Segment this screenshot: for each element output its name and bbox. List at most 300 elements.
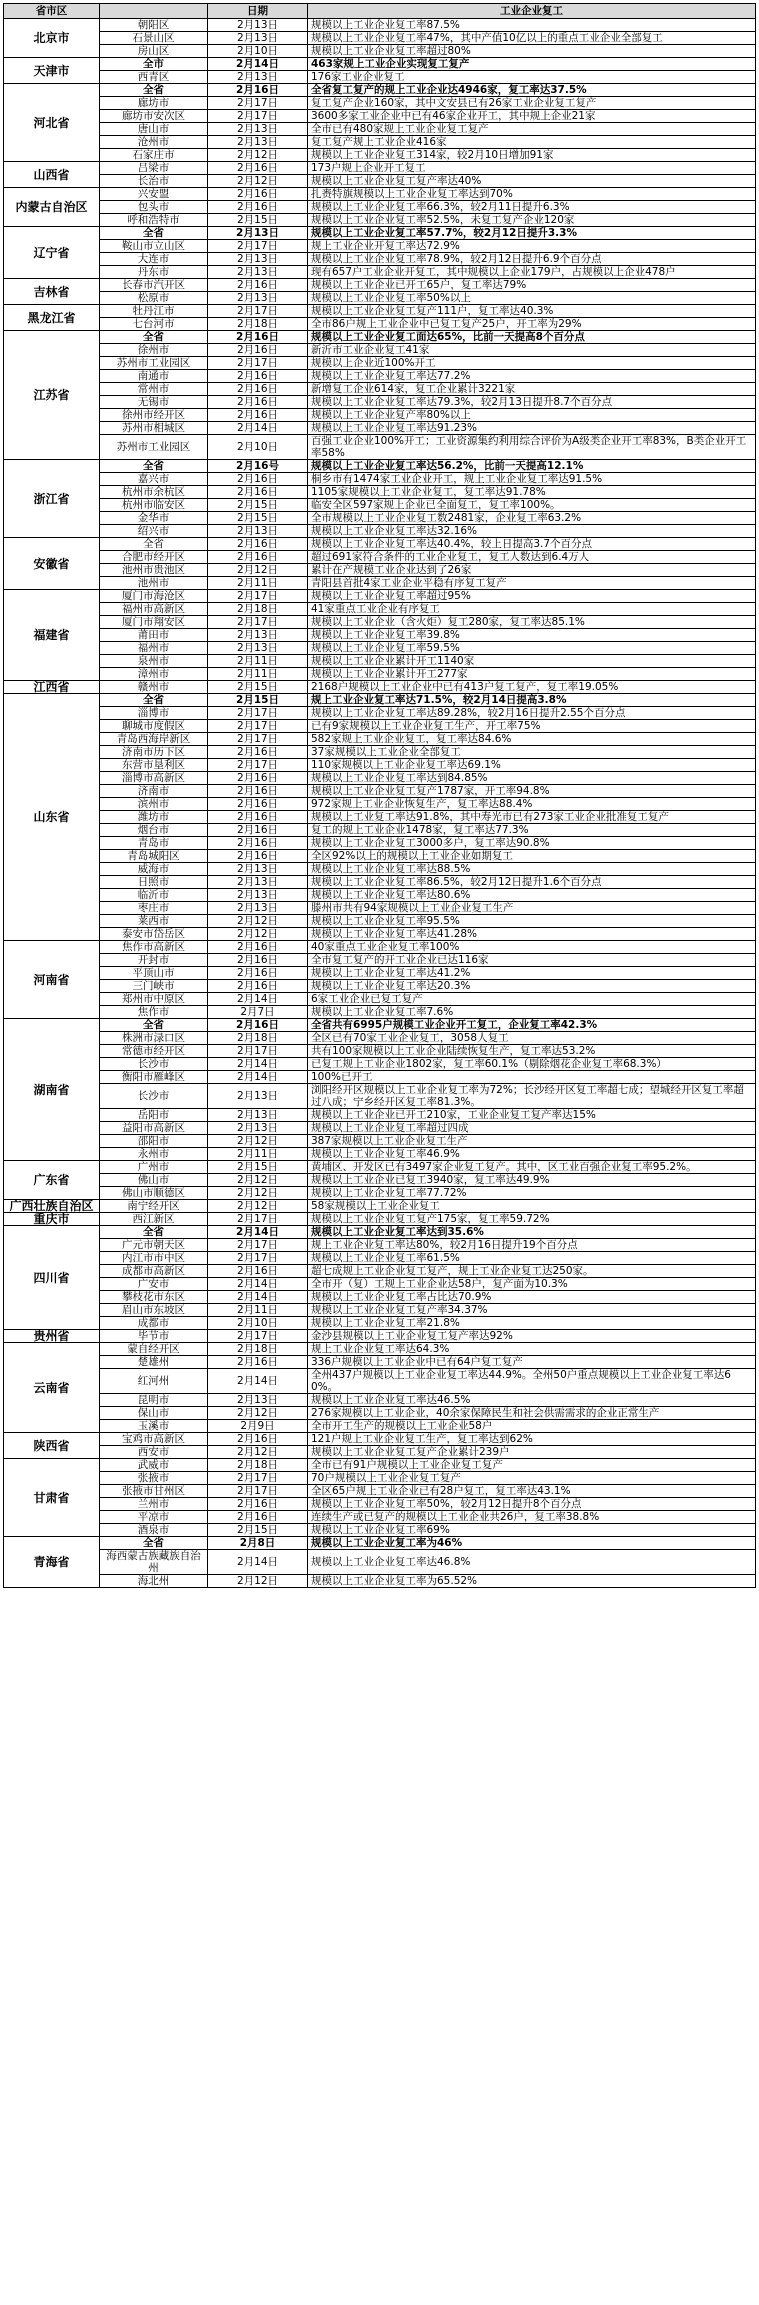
city-cell: 池州市贵池区 <box>100 564 208 577</box>
date-cell: 2月13日 <box>208 123 308 136</box>
date-cell: 2月12日 <box>208 1446 308 1459</box>
city-cell: 呼和浩特市 <box>100 214 208 227</box>
city-cell: 全省 <box>100 227 208 240</box>
date-cell: 2月14日 <box>208 1369 308 1394</box>
table-row <box>4 1511 756 1524</box>
date-cell: 2月7日 <box>208 1006 308 1019</box>
resumption-cell: 规模以上工业企业复工率7.6% <box>308 1006 756 1019</box>
table-row <box>4 577 756 590</box>
resumption-cell: 规模以上工业企业复工率86.5%，较2月12日提升1.6个百分点 <box>308 876 756 889</box>
table-header-row <box>4 4 756 19</box>
date-cell: 2月11日 <box>208 668 308 681</box>
city-cell: 济南市 <box>100 785 208 798</box>
table-row <box>4 175 756 188</box>
table-row <box>4 240 756 253</box>
date-cell: 2月14日 <box>208 58 308 71</box>
date-cell: 2月16日 <box>208 396 308 409</box>
table-row <box>4 1394 756 1407</box>
city-cell: 张掖市甘州区 <box>100 1485 208 1498</box>
city-cell: 绍兴市 <box>100 525 208 538</box>
resumption-cell: 全市规模以上工业企业复工数2481家，企业复工率63.2% <box>308 512 756 525</box>
city-cell: 广安市 <box>100 1278 208 1291</box>
date-cell: 2月14日 <box>208 1071 308 1084</box>
date-cell: 2月18日 <box>208 603 308 616</box>
province-cell: 四川省 <box>4 1226 100 1330</box>
table-row <box>4 811 756 824</box>
date-cell: 2月17日 <box>208 1472 308 1485</box>
table-row <box>4 759 756 772</box>
resumption-cell: 37家规模以上工业企业全部复工 <box>308 746 756 759</box>
resumption-cell: 共有100家规模以上工业企业陆续恢复生产，复工率达53.2% <box>308 1045 756 1058</box>
date-cell: 2月14日 <box>208 993 308 1006</box>
resumption-cell: 规模以上工业企业复工率占比达70.9% <box>308 1291 756 1304</box>
date-cell: 2月16日 <box>208 331 308 344</box>
table-row <box>4 655 756 668</box>
resumption-cell: 规模以上工业企业复工复产111户，复工率达40.3% <box>308 305 756 318</box>
city-cell: 青岛西海岸新区 <box>100 733 208 746</box>
city-cell: 武威市 <box>100 1459 208 1472</box>
date-cell: 2月13日 <box>208 266 308 279</box>
resumption-cell: 浏阳经开区规模以上工业企业复工率为72%；长沙经开区复工率超七成；望城经开区复工率超过八成；宁乡经开区复工率81.3%。 <box>308 1084 756 1109</box>
city-cell: 岳阳市 <box>100 1109 208 1122</box>
resumption-cell: 全市86户规上工业企业中已复工复产25户，开工率为29% <box>308 318 756 331</box>
city-cell: 全省 <box>100 1019 208 1032</box>
province-cell: 甘肃省 <box>4 1459 100 1537</box>
table-row <box>4 1174 756 1187</box>
city-cell: 潍坊市 <box>100 811 208 824</box>
date-cell: 2月16日 <box>208 1265 308 1278</box>
resumption-cell: 规模以上工业企业复工率50%，较2月12日提升8个百分点 <box>308 1498 756 1511</box>
city-cell: 无锡市 <box>100 396 208 409</box>
city-cell: 丹东市 <box>100 266 208 279</box>
city-cell: 济南市历下区 <box>100 746 208 759</box>
table-row <box>4 863 756 876</box>
table-row <box>4 201 756 214</box>
table-row <box>4 694 756 707</box>
resumption-cell: 规上工业企业复工率达71.5%，较2月14日提高3.8% <box>308 694 756 707</box>
resumption-cell: 规模以上工业企业复工率59.5% <box>308 642 756 655</box>
date-cell: 2月16日 <box>208 824 308 837</box>
resumption-cell: 规模以上工业企业复工复产175家，复工率59.72% <box>308 1213 756 1226</box>
header-province: 省市区 <box>4 4 100 19</box>
city-cell: 日照市 <box>100 876 208 889</box>
table-row <box>4 58 756 71</box>
table-row <box>4 1343 756 1356</box>
city-cell: 株洲市渌口区 <box>100 1032 208 1045</box>
city-cell: 临沂市 <box>100 889 208 902</box>
table-row <box>4 84 756 97</box>
date-cell: 2月12日 <box>208 1187 308 1200</box>
resumption-cell: 规模以上工业企业复工面达65%，比前一天提高8个百分点 <box>308 331 756 344</box>
resumption-cell: 规模以上工业企业复工率超过95% <box>308 590 756 603</box>
province-cell: 青海省 <box>4 1537 100 1588</box>
city-cell: 内江市市中区 <box>100 1252 208 1265</box>
city-cell: 全省 <box>100 331 208 344</box>
date-cell: 2月18日 <box>208 318 308 331</box>
resumption-cell: 规模以上工业企业复工率57.7%，较2月12日提升3.3% <box>308 227 756 240</box>
table-row <box>4 45 756 58</box>
table-row <box>4 1524 756 1537</box>
resumption-cell: 规模以上工业企业复工率78.9%，较2月12日提升6.9个百分点 <box>308 253 756 266</box>
city-cell: 石景山区 <box>100 32 208 45</box>
table-row <box>4 512 756 525</box>
resumption-cell: 规模以上工业企业复工314家，较2月10日增加91家 <box>308 149 756 162</box>
table-row <box>4 1537 756 1550</box>
table-row <box>4 344 756 357</box>
city-cell: 开封市 <box>100 954 208 967</box>
date-cell: 2月16日 <box>208 538 308 551</box>
resumption-cell: 规模以上工业企业复工复产率达40% <box>308 175 756 188</box>
resumption-cell: 规模以上工业企业复工率达46.8% <box>308 1550 756 1575</box>
city-cell: 平顶山市 <box>100 967 208 980</box>
date-cell: 2月16日 <box>208 486 308 499</box>
resumption-cell: 全区65户规上工业企业已有28户复工，复工率达43.1% <box>308 1485 756 1498</box>
table-row <box>4 435 756 460</box>
date-cell: 2月18日 <box>208 1459 308 1472</box>
date-cell: 2月17日 <box>208 1213 308 1226</box>
province-cell: 河北省 <box>4 84 100 162</box>
date-cell: 2月12日 <box>208 928 308 941</box>
date-cell: 2月13日 <box>208 227 308 240</box>
province-cell: 江西省 <box>4 681 100 694</box>
city-cell: 聊城市度假区 <box>100 720 208 733</box>
date-cell: 2月13日 <box>208 292 308 305</box>
resumption-cell: 全市开（复）工规上工业企业达58户，复产面为10.3% <box>308 1278 756 1291</box>
city-cell: 合肥市经开区 <box>100 551 208 564</box>
city-cell: 长沙市 <box>100 1058 208 1071</box>
table-row <box>4 188 756 201</box>
province-cell: 江苏省 <box>4 331 100 460</box>
province-cell: 河南省 <box>4 941 100 1019</box>
resumption-cell: 全省复工复产的规上工业企业达4946家，复工率达37.5% <box>308 84 756 97</box>
table-row <box>4 279 756 292</box>
date-cell: 2月12日 <box>208 1407 308 1420</box>
city-cell: 金华市 <box>100 512 208 525</box>
city-cell: 攀枝花市东区 <box>100 1291 208 1304</box>
date-cell: 2月11日 <box>208 1304 308 1317</box>
date-cell: 2月17日 <box>208 97 308 110</box>
city-cell: 厦门市海沧区 <box>100 590 208 603</box>
city-cell: 杭州市余杭区 <box>100 486 208 499</box>
date-cell: 2月15日 <box>208 214 308 227</box>
table-row <box>4 19 756 32</box>
table-row <box>4 331 756 344</box>
date-cell: 2月13日 <box>208 1394 308 1407</box>
city-cell: 长沙市 <box>100 1084 208 1109</box>
table-row <box>4 318 756 331</box>
city-cell: 衡阳市雁峰区 <box>100 1071 208 1084</box>
date-cell: 2月16日 <box>208 1356 308 1369</box>
date-cell: 2月13日 <box>208 32 308 45</box>
date-cell: 2月16日 <box>208 370 308 383</box>
city-cell: 七台河市 <box>100 318 208 331</box>
resumption-cell: 现有657户工业企业开复工，其中规模以上企业179户，占规模以上企业478户 <box>308 266 756 279</box>
resumption-cell: 463家规上工业企业实现复工复产 <box>308 58 756 71</box>
date-cell: 2月16日 <box>208 188 308 201</box>
resumption-cell: 全省共有6995户规模工业企业开工复工，企业复工率42.3% <box>308 1019 756 1032</box>
date-cell: 2月10日 <box>208 435 308 460</box>
resumption-cell: 规模以上工业企业累计开工1140家 <box>308 655 756 668</box>
city-cell: 包头市 <box>100 201 208 214</box>
city-cell: 杭州市临安区 <box>100 499 208 512</box>
resumption-cell: 规模以上工业企业复工率39.8% <box>308 629 756 642</box>
resumption-cell: 复工复产规上工业企业416家 <box>308 136 756 149</box>
table-row <box>4 162 756 175</box>
table-row <box>4 1420 756 1433</box>
resumption-cell: 规模以上工业企业复工率52.5%，未复工复产企业120家 <box>308 214 756 227</box>
date-cell: 2月16日 <box>208 162 308 175</box>
date-cell: 2月16日 <box>208 551 308 564</box>
date-cell: 2月17日 <box>208 720 308 733</box>
province-cell: 山西省 <box>4 162 100 188</box>
table-row <box>4 409 756 422</box>
city-cell: 房山区 <box>100 45 208 58</box>
table-row <box>4 292 756 305</box>
table-row <box>4 1213 756 1226</box>
date-cell: 2月16日 <box>208 746 308 759</box>
city-cell: 全省 <box>100 694 208 707</box>
city-cell: 海西蒙古族藏族自治州 <box>100 1550 208 1575</box>
city-cell: 郑州市中原区 <box>100 993 208 1006</box>
date-cell: 2月16日 <box>208 850 308 863</box>
table-row <box>4 1084 756 1109</box>
date-cell: 2月13日 <box>208 525 308 538</box>
table-row <box>4 603 756 616</box>
date-cell: 2月13日 <box>208 642 308 655</box>
city-cell: 佛山市顺德区 <box>100 1187 208 1200</box>
date-cell: 2月16日 <box>208 954 308 967</box>
province-cell: 浙江省 <box>4 460 100 538</box>
date-cell: 2月12日 <box>208 1174 308 1187</box>
date-cell: 2月12日 <box>208 564 308 577</box>
table-row <box>4 746 756 759</box>
resumption-cell: 规模以上工业企业复工率达56.2%，比前一天提高12.1% <box>308 460 756 473</box>
resumption-cell: 276家规模以上工业企业，40余家保障民生和社会供需需求的企业正常生产 <box>308 1407 756 1420</box>
table-body <box>4 19 756 1588</box>
city-cell: 西江新区 <box>100 1213 208 1226</box>
city-cell: 苏州市工业园区 <box>100 357 208 370</box>
table-row <box>4 1135 756 1148</box>
resumption-cell: 临安全区597家规上企业已全面复工，复工率100%。 <box>308 499 756 512</box>
resumption-cell: 40家重点工业企业复工率100% <box>308 941 756 954</box>
date-cell: 2月13日 <box>208 629 308 642</box>
table-row <box>4 253 756 266</box>
date-cell: 2月17日 <box>208 1485 308 1498</box>
table-row <box>4 1265 756 1278</box>
resumption-cell: 新增复工企业614家，复工企业累计3221家 <box>308 383 756 396</box>
date-cell: 2月10日 <box>208 1317 308 1330</box>
date-cell: 2月11日 <box>208 577 308 590</box>
resumption-cell: 规模以上工业企业复工率达40.4%，较上日提高3.7个百分点 <box>308 538 756 551</box>
date-cell: 2月12日 <box>208 149 308 162</box>
city-cell: 枣庄市 <box>100 902 208 915</box>
date-cell: 2月16日 <box>208 1019 308 1032</box>
resumption-cell: 规模以上工业企业已复工3940家，复工率达49.9% <box>308 1174 756 1187</box>
table-row <box>4 1058 756 1071</box>
city-cell: 红河州 <box>100 1369 208 1394</box>
province-cell: 福建省 <box>4 590 100 681</box>
table-row <box>4 564 756 577</box>
table-row <box>4 32 756 45</box>
resumption-cell: 规模以上工业企业复工率为65.52% <box>308 1575 756 1588</box>
resumption-cell: 规模以上工业企业复工复产率34.37% <box>308 1304 756 1317</box>
table-row <box>4 980 756 993</box>
date-cell: 2月17日 <box>208 616 308 629</box>
date-cell: 2月13日 <box>208 1109 308 1122</box>
resumption-cell: 全区92%以上的规模以上工业企业如期复工 <box>308 850 756 863</box>
city-cell: 酒泉市 <box>100 1524 208 1537</box>
resumption-cell: 规模以上工业企业累计开工277家 <box>308 668 756 681</box>
city-cell: 烟台市 <box>100 824 208 837</box>
table-row <box>4 785 756 798</box>
table-row <box>4 1369 756 1394</box>
table-row <box>4 720 756 733</box>
resumption-cell: 41家重点工业企业有序复工 <box>308 603 756 616</box>
table-row <box>4 1459 756 1472</box>
city-cell: 毕节市 <box>100 1330 208 1343</box>
resumption-cell: 3600多家工业企业中已有46家企业开工，其中规上企业21家 <box>308 110 756 123</box>
date-cell: 2月12日 <box>208 1135 308 1148</box>
city-cell: 南宁经开区 <box>100 1200 208 1213</box>
date-cell: 2月16日 <box>208 84 308 97</box>
table-row <box>4 1356 756 1369</box>
city-cell: 泰安市岱岳区 <box>100 928 208 941</box>
table-row <box>4 616 756 629</box>
table-row <box>4 551 756 564</box>
resumption-cell: 规模以上工业企业复工率达41.28% <box>308 928 756 941</box>
resumption-cell: 复工的规上工业企业1478家，复工率达77.3% <box>308 824 756 837</box>
province-cell: 广西壮族自治区 <box>4 1200 100 1213</box>
resumption-cell: 176家工业企业复工 <box>308 71 756 84</box>
table-row <box>4 486 756 499</box>
table-row <box>4 1032 756 1045</box>
city-cell: 赣州市 <box>100 681 208 694</box>
city-cell: 徐州市经开区 <box>100 409 208 422</box>
resumption-cell: 全市已有91户规模以上工业企业复工复产 <box>308 1459 756 1472</box>
table-row <box>4 668 756 681</box>
city-cell: 常州市 <box>100 383 208 396</box>
table-row <box>4 850 756 863</box>
table-row <box>4 422 756 435</box>
resumption-cell: 规模以上工业企业复工率达20.3% <box>308 980 756 993</box>
province-cell: 广东省 <box>4 1161 100 1200</box>
date-cell: 2月15日 <box>208 512 308 525</box>
table-row <box>4 1472 756 1485</box>
resumption-cell: 规模以上工业企业复工率达89.28%，较2月16日提升2.55个百分点 <box>308 707 756 720</box>
date-cell: 2月12日 <box>208 915 308 928</box>
province-cell: 陕西省 <box>4 1433 100 1459</box>
table-row <box>4 1278 756 1291</box>
date-cell: 2月12日 <box>208 1200 308 1213</box>
table-row <box>4 967 756 980</box>
city-cell: 保山市 <box>100 1407 208 1420</box>
table-row <box>4 954 756 967</box>
resumption-cell: 已有9家规模以上工业企业复工生产，开工率75% <box>308 720 756 733</box>
date-cell: 2月16日 <box>208 279 308 292</box>
resumption-cell: 规模以上工业企业复工率达79.3%，较2月13日提升8.7个百分点 <box>308 396 756 409</box>
city-cell: 楚雄州 <box>100 1356 208 1369</box>
table-row <box>4 266 756 279</box>
resumption-cell: 规模以上工业企业复工率69% <box>308 1524 756 1537</box>
date-cell: 2月17日 <box>208 1252 308 1265</box>
table-row <box>4 707 756 720</box>
date-cell: 2月13日 <box>208 136 308 149</box>
city-cell: 廊坊市安次区 <box>100 110 208 123</box>
date-cell: 2月14日 <box>208 1058 308 1071</box>
city-cell: 西青区 <box>100 71 208 84</box>
date-cell: 2月16日 <box>208 1511 308 1524</box>
city-cell: 吕梁市 <box>100 162 208 175</box>
date-cell: 2月13日 <box>208 253 308 266</box>
table-row <box>4 1006 756 1019</box>
city-cell: 莆田市 <box>100 629 208 642</box>
city-cell: 西安市 <box>100 1446 208 1459</box>
table-row <box>4 1304 756 1317</box>
province-cell: 贵州省 <box>4 1330 100 1343</box>
resumption-cell: 规模以上工业企业复工率达到35.6% <box>308 1226 756 1239</box>
city-cell: 全市 <box>100 58 208 71</box>
resumption-cell: 582家规上工业企业复工，复工率达84.6% <box>308 733 756 746</box>
resumption-cell: 规模以上工业企业复工率达32.16% <box>308 525 756 538</box>
city-cell: 全省 <box>100 1226 208 1239</box>
table-row <box>4 149 756 162</box>
table-row <box>4 499 756 512</box>
date-cell: 2月16日 <box>208 941 308 954</box>
resumption-cell: 336户规模以上工业企业中已有64户复工复产 <box>308 1356 756 1369</box>
date-cell: 2月12日 <box>208 175 308 188</box>
date-cell: 2月13日 <box>208 1122 308 1135</box>
date-cell: 2月15日 <box>208 499 308 512</box>
resumption-cell: 超过691家符合条件的工业企业复工，复工人数达到6.4万人 <box>308 551 756 564</box>
date-cell: 2月9日 <box>208 1420 308 1433</box>
table-row <box>4 1446 756 1459</box>
table-row <box>4 824 756 837</box>
table-row <box>4 123 756 136</box>
city-cell: 池州市 <box>100 577 208 590</box>
date-cell: 2月16日 <box>208 785 308 798</box>
date-cell: 2月17日 <box>208 110 308 123</box>
province-cell: 内蒙古自治区 <box>4 188 100 227</box>
date-cell: 2月14日 <box>208 422 308 435</box>
city-cell: 广州市 <box>100 1161 208 1174</box>
city-cell: 焦作市 <box>100 1006 208 1019</box>
resumption-cell: 百强工业企业100%开工；工业资源集约利用综合评价为A级类企业开工率83%，B类企业开工率58% <box>308 435 756 460</box>
city-cell: 眉山市东坡区 <box>100 1304 208 1317</box>
table-row <box>4 889 756 902</box>
resumption-cell: 121户规上工业企业复工生产，复工率达到62% <box>308 1433 756 1446</box>
city-cell: 兴安盟 <box>100 188 208 201</box>
table-row <box>4 1122 756 1135</box>
resumption-cell: 滕州市共有94家规模以上工业企业复工生产 <box>308 902 756 915</box>
table-row <box>4 97 756 110</box>
table-row <box>4 993 756 1006</box>
date-cell: 2月17日 <box>208 1239 308 1252</box>
city-cell: 沧州市 <box>100 136 208 149</box>
table-row <box>4 460 756 473</box>
date-cell: 2月15日 <box>208 694 308 707</box>
city-cell: 苏州市相城区 <box>100 422 208 435</box>
resumption-cell: 规模以上工业企业复工率为46% <box>308 1537 756 1550</box>
table-row <box>4 227 756 240</box>
table-row <box>4 1226 756 1239</box>
resumption-cell: 青阳县首批4家工业企业平稳有序复工复产 <box>308 577 756 590</box>
city-cell: 平凉市 <box>100 1511 208 1524</box>
city-cell: 滨州市 <box>100 798 208 811</box>
date-cell: 2月13日 <box>208 889 308 902</box>
province-cell: 天津市 <box>4 58 100 84</box>
table-row <box>4 71 756 84</box>
province-cell: 湖南省 <box>4 1019 100 1161</box>
